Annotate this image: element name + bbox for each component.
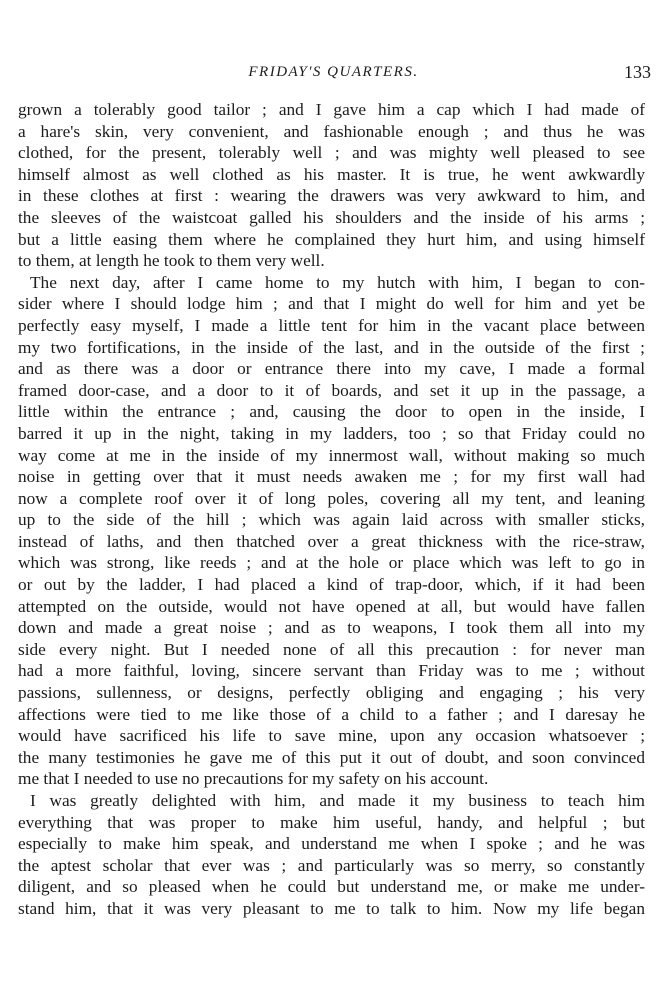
- text-line: or out by the ladder, I had placed a kind of trap-door, which, if it had been: [18, 575, 645, 595]
- text-line: grown a tolerably good tailor ; and I gave him a cap which I had made of: [18, 100, 645, 119]
- text-line: my two fortifications, in the inside of the last, and in the outside of the first ;: [18, 337, 645, 357]
- text-line: instead of laths, and then thatched over a great thickness with the rice-straw,: [18, 531, 645, 551]
- text-line: me that I needed to use no precautions for my safety on his account.: [18, 769, 489, 789]
- text-line: attempted on the outside, would not have opened at all, but would have fallen: [18, 596, 645, 616]
- text-line: way come at me in the inside of my innermost wall, without making so much: [18, 445, 645, 465]
- text-line: a hare's skin, very convenient, and fashionable enough ; and thus he was: [18, 121, 645, 141]
- text-line: up to the side of the hill ; which was again laid across with smaller sticks,: [18, 510, 645, 530]
- text-line: The next day, after I came home to my hutch with him, I began to con-: [30, 272, 645, 292]
- text-line: to them, at length he took to them very well.: [18, 251, 325, 271]
- text-line: diligent, and so pleased when he could but understand me, or make me under-: [18, 877, 645, 897]
- text-line: clothed, for the present, tolerably well ; and was mighty well pleased to see: [18, 143, 645, 163]
- text-line: framed door-case, and a door to it of boards, and set it up in the passage, a: [18, 380, 645, 400]
- text-line: had a more faithful, loving, sincere servant than Friday was to me ; without: [18, 661, 645, 681]
- text-line: the many testimonies he gave me of this put it out of doubt, and soon convinced: [18, 747, 645, 767]
- text-line: which was strong, like reeds ; and at the hole or place which was left to go in: [18, 553, 645, 573]
- text-line: side every night. But I needed none of all this precaution : for never man: [18, 639, 645, 659]
- text-line: everything that was proper to make him useful, handy, and helpful ; but: [18, 812, 645, 832]
- text-line: perfectly easy myself, I made a little tent for him in the vacant place between: [18, 315, 645, 335]
- text-line: himself almost as well clothed as his master. It is true, he went awkwardly: [18, 164, 645, 184]
- body-text: [18, 99, 645, 920]
- text-line: now a complete roof over it of long poles, covering all my tent, and leaning: [18, 488, 645, 508]
- text-line: down and made a great noise ; and as to weapons, I took them all into my: [18, 618, 645, 638]
- text-line: little within the entrance ; and, causing the door to open in the inside, I: [18, 402, 645, 422]
- text-line: would have sacrificed his life to save mine, upon any occasion whatsoever ;: [18, 726, 645, 746]
- text-line: barred it up in the night, taking in my ladders, too ; so that Friday could no: [18, 423, 645, 443]
- text-line: and as there was a door or entrance there into my cave, I made a formal: [18, 359, 645, 379]
- text-line: stand him, that it was very pleasant to me to talk to him. Now my life began: [18, 898, 645, 918]
- text-line: the sleeves of the waistcoat galled his shoulders and the inside of his arms ;: [18, 207, 645, 227]
- page-number: 133: [624, 62, 651, 82]
- text-line: especially to make him speak, and understand me when I spoke ; and he was: [18, 834, 645, 854]
- text-line: but a little easing them where he complained they hurt him, and using himself: [18, 229, 645, 249]
- text-line: passions, sullenness, or designs, perfectly obliging and engaging ; his very: [18, 683, 645, 703]
- text-line: the aptest scholar that ever was ; and particularly was so merry, so constantly: [18, 855, 645, 875]
- text-line: noise in getting over that it must needs awaken me ; for my first wall had: [18, 467, 645, 487]
- text-line: sider where I should lodge him ; and that I might do well for him and yet be: [18, 294, 645, 314]
- running-title: FRIDAY'S QUARTERS.: [248, 64, 419, 80]
- text-line: I was greatly delighted with him, and made it my business to teach him: [30, 791, 645, 810]
- running-head: [0, 62, 667, 86]
- text-line: in these clothes at first : wearing the drawers was very awkward to him, and: [18, 186, 645, 206]
- text-line: affections were tied to me like those of a child to a father ; and I daresay he: [18, 704, 645, 724]
